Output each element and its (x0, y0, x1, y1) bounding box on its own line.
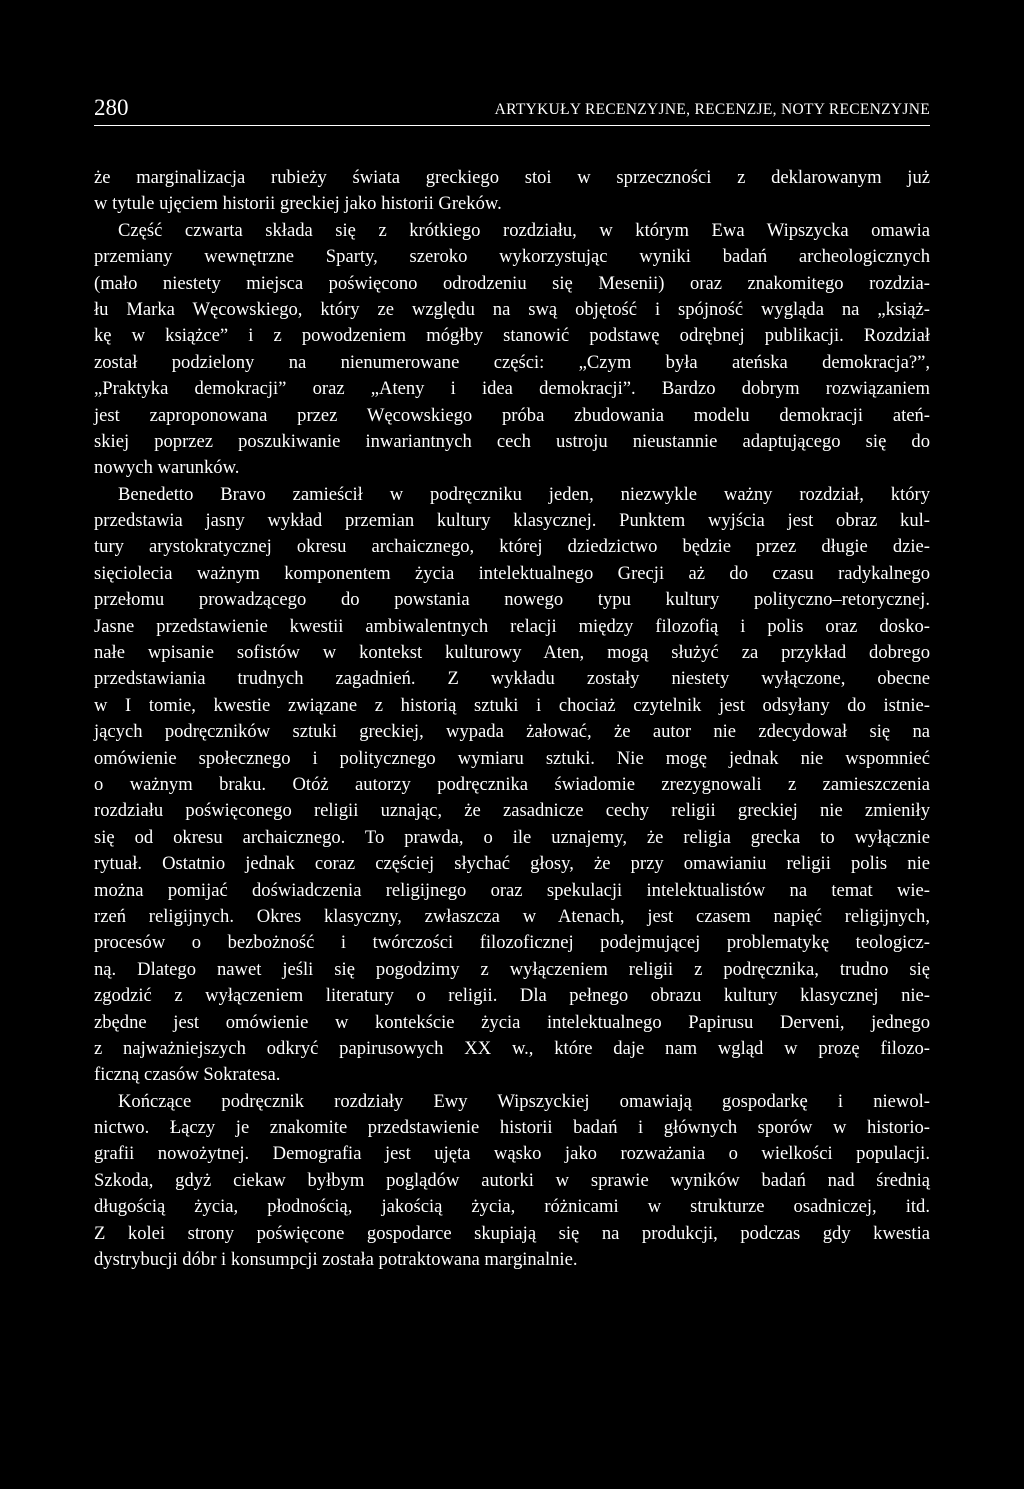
text-line: Z kolei strony poświęcone gospodarce skupiają się na produkcji, podczas gdy kwestia (94, 1222, 930, 1244)
document-page (94, 92, 930, 1273)
text-line: przemiany wewnętrzne Sparty, szeroko wykorzystując wyniki badań archeologicznych (94, 246, 930, 268)
text-line: przełomu prowadzącego do powstania nowego typu kultury polityczno–retorycznej. (94, 589, 930, 611)
text-line: dystrybucji dóbr i konsumpcji została potraktowana marginalnie. (94, 1249, 578, 1271)
page-number: 280 (94, 95, 129, 120)
text-line: jest zaproponowana przez Węcowskiego próba zbudowania modelu demokracji ateń- (94, 404, 930, 426)
text-line: długością życia, płodnością, jakością życia, różnicami w strukturze osadniczej, itd. (94, 1196, 930, 1218)
text-line: z najważniejszych odkryć papirusowych XX w., które daje nam wgląd w prozę filozo- (94, 1037, 930, 1059)
text-line: przedstawiania trudnych zagadnień. Z wykładu zostały niestety wyłączone, obecne (94, 668, 930, 690)
text-line: ficzną czasów Sokratesa. (94, 1064, 281, 1086)
text-line: Jasne przedstawienie kwestii ambiwalentnych relacji między filozofią i polis oraz dosko- (94, 615, 930, 637)
text-line: omówienie społecznego i politycznego wymiaru sztuki. Nie mogę jednak nie wspomnieć (94, 747, 930, 769)
text-line: rytuał. Ostatnio jednak coraz częściej słychać głosy, że przy omawianiu religii polis nie (94, 853, 930, 875)
text-line: kę w książce” i z powodzeniem mógłby stanowić podstawę odrębnej publikacji. Rozdział (94, 325, 930, 347)
running-head: ARTYKUŁY RECENZYJNE, RECENZJE, NOTY RECENZYJNE (494, 101, 930, 118)
text-line: Część czwarta składa się z krótkiego rozdziału, w którym Ewa Wipszycka omawia (118, 219, 930, 241)
text-line: jących podręczników sztuki greckiej, wypada żałować, że autor nie zdecydował się na (94, 721, 930, 743)
text-line: sięciolecia ważnym komponentem życia intelektualnego Grecji aż do czasu radykalnego (94, 562, 930, 584)
text-line: zbędne jest omówienie w kontekście życia intelektualnego Papirusu Derveni, jednego (94, 1011, 930, 1033)
text-line: nałe wpisanie sofistów w kontekst kulturowy Aten, mogą służyć za przykład dobrego (94, 642, 930, 664)
text-line: zgodzić z wyłączeniem literatury o religii. Dla pełnego obrazu kultury klasycznej nie- (94, 985, 930, 1007)
text-line: ną. Dlatego nawet jeśli się pogodzimy z wyłączeniem religii z podręcznika, trudno się (94, 958, 930, 980)
text-line: rozdziału poświęconego religii uznając, że zasadnicze cechy religii greckiej nie zmieniły (94, 800, 930, 822)
text-line: rzeń religijnych. Okres klasyczny, zwłaszcza w Atenach, jest czasem napięć religijnych, (94, 905, 930, 927)
text-line: łu Marka Węcowskiego, który ze względu na swą objętość i spójność wygląda na „książ- (94, 298, 930, 320)
text-line: został podzielony na nienumerowane części: „Czym była ateńska demokracja?”, (94, 351, 930, 373)
text-line: Szkoda, gdyż ciekaw byłbym poglądów autorki w sprawie wyników badań nad średnią (94, 1169, 930, 1191)
header-rule (94, 125, 930, 126)
text-line: procesów o bezbożność i twórczości filozoficznej podejmującej problematykę teologicz- (94, 932, 930, 954)
text-line: się od okresu archaicznego. To prawda, o ile uznajemy, że religia grecka to wyłącznie (94, 826, 930, 848)
body-text (94, 165, 930, 1273)
text-line: Kończące podręcznik rozdziały Ewy Wipszyckiej omawiają gospodarkę i niewol- (118, 1090, 930, 1112)
text-line: skiej poprzez poszukiwanie inwariantnych cech ustroju nieustannie adaptującego się do (94, 430, 930, 452)
text-line: Benedetto Bravo zamieścił w podręczniku jeden, niezwykle ważny rozdział, który (118, 483, 930, 505)
text-line: że marginalizacja rubieży świata greckiego stoi w sprzeczności z deklarowanym już (94, 167, 930, 188)
text-line: nowych warunków. (94, 457, 240, 479)
text-line: przedstawia jasny wykład przemian kultury klasycznej. Punktem wyjścia jest obraz kul- (94, 510, 930, 532)
text-line: tury arystokratycznej okresu archaicznego, której dziedzictwo będzie przez długie dzie- (94, 536, 930, 558)
text-line: „Praktyka demokracji” oraz „Ateny i idea demokracji”. Bardzo dobrym rozwiązaniem (94, 378, 930, 400)
text-line: (mało niestety miejsca poświęcono odrodzeniu się Mesenii) oraz znakomitego rozdzia- (94, 272, 930, 294)
text-line: w tytule ujęciem historii greckiej jako historii Greków. (94, 193, 502, 215)
text-line: grafii nowożytnej. Demografia jest ujęta wąsko jako rozważania o wielkości populacji. (94, 1143, 930, 1165)
text-line: o ważnym braku. Otóż autorzy podręcznika świadomie zrezygnowali z zamieszczenia (94, 773, 930, 795)
text-line: w I tomie, kwestie związane z historią sztuki i chociaż czytelnik jest odsyłany do istnie- (94, 694, 930, 716)
text-line: nictwo. Łączy je znakomite przedstawienie historii badań i głównych sporów w historio- (94, 1117, 930, 1139)
page-header (94, 92, 930, 126)
text-line: można pomijać doświadczenia religijnego oraz spekulacji intelektualistów na temat wie- (94, 879, 930, 901)
